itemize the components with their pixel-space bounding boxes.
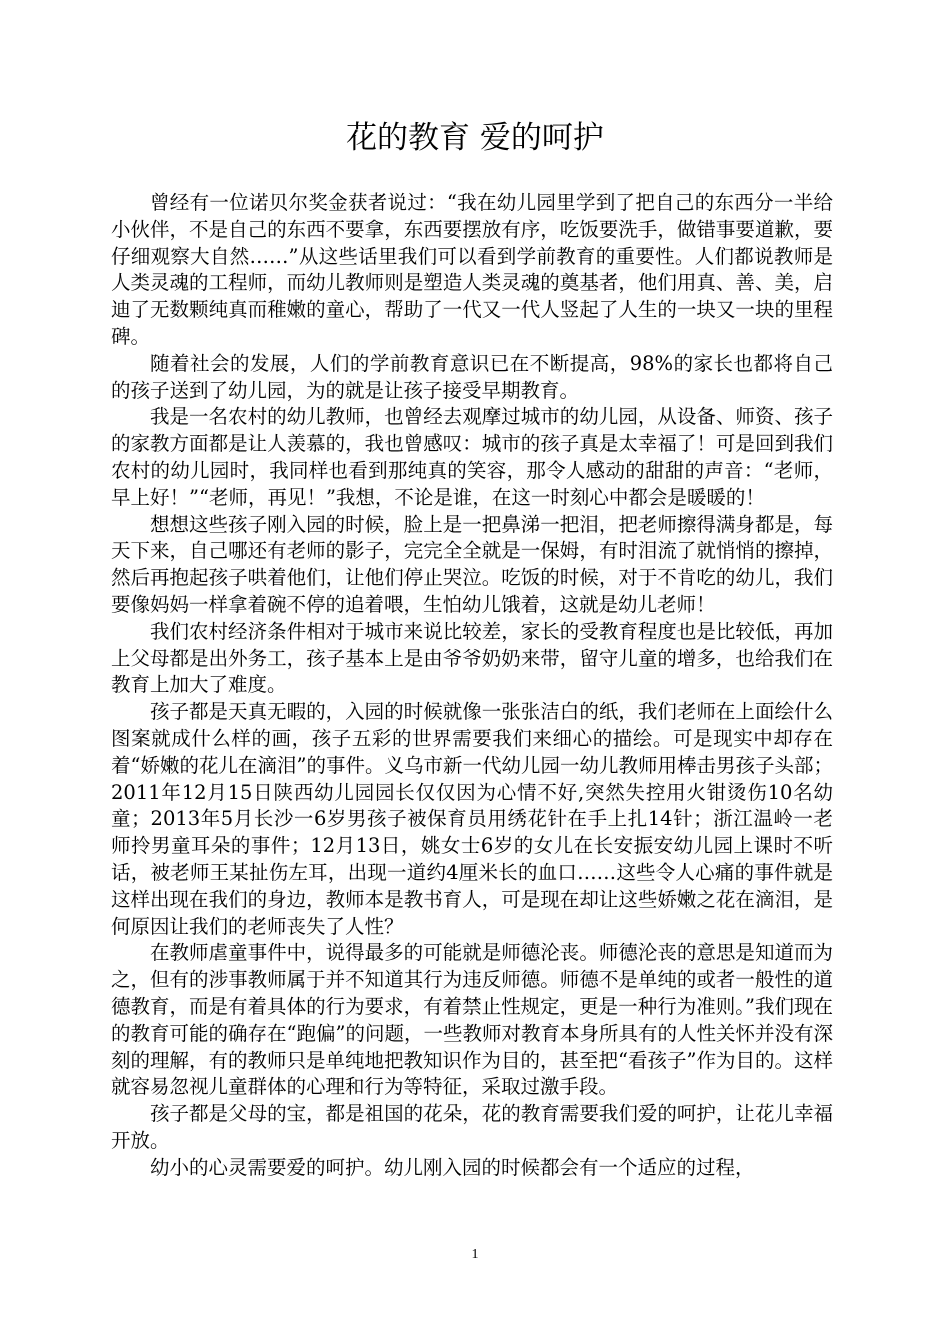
paragraph-9: 幼小的心灵需要爱的呵护。幼儿刚入园的时候都会有一个适应的过程， bbox=[150, 1155, 755, 1179]
document-body bbox=[111, 190, 833, 1181]
paragraph-1: 曾经有一位诺贝尔奖金获者说过：“我在幼儿园里学到了把自己的东西分一半给小伙伴，不是自己的东西不要拿，东西要摆放有序，吃饭要洗手，做错事要道歉，要仔细观察大自然……”从这些话里我们可以看到学前教育的重要性。人们都说教师是人类灵魂的工程师，而幼儿教师则是塑造人类灵魂的奠基者，他们用真、善、美，启迪了无数颗纯真而稚嫩的童心，帮助了一代又一代人竖起了人生的一块又一块的里程碑。 bbox=[111, 191, 833, 348]
page-number: 1 bbox=[471, 1247, 479, 1262]
paragraph-7: 在教师虐童事件中，说得最多的可能就是师德沦丧。师德沦丧的意思是知道而为之，但有的涉事教师属于并不知道其行为违反师德。师德不是单纯的或者一般性的道德教育，而是有着具体的行为要求，有着禁止性规定，更是一种行为准则。”我们现在的教育可能的确存在“跑偏”的问题，一些教师对教育本身所具有的人性关怀并没有深刻的理解，有的教师只是单纯地把教知识作为目的，甚至把“看孩子”作为目的。这样就容易忽视儿童群体的心理和行为等特征，采取过激手段。 bbox=[111, 941, 833, 1099]
paragraph-4: 想想这些孩子刚入园的时候，脸上是一把鼻涕一把泪，把老师擦得满身都是，每天下来，自己哪还有老师的影子，完完全全就是一保姆，有时泪流了就悄悄的擦掉，然后再抱起孩子哄着他们，让他们停止哭泣。吃饭的时候，对于不肯吃的幼儿，我们要像妈妈一样拿着碗不停的追着喂，生怕幼儿饿着，这就是幼儿老师！ bbox=[111, 512, 833, 616]
document-title: 花的教育 爱的呵护 bbox=[346, 120, 604, 156]
paragraph-5: 我们农村经济条件相对于城市来说比较差，家长的受教育程度也是比较低，再加上父母都是出外务工，孩子基本上是由爷爷奶奶来带，留守儿童的增多，也给我们在教育上加大了难度。 bbox=[111, 619, 833, 697]
paragraph-6: 孩子都是天真无暇的，入园的时候就像一张张洁白的纸，我们老师在上面绘什么图案就成什么样的画，孩子五彩的世界需要我们来细心的描绘。可是现实中却存在着“娇嫩的花儿在滴泪”的事件。义乌市新一代幼儿园一幼儿教师用棒击男孩子头部；2011年12月15日陕西幼儿园园长仅仅因为心情不好,突然失控用火钳烫伤10名幼童；2013年5月长沙一6岁男孩子被保育员用绣花针在手上扎14针；浙江温岭一老师拎男童耳朵的事件；12月13日，姚女士6岁的女儿在长安振安幼儿园上课时不听话，被老师王某扯伤左耳，出现一道约4厘米长的血口……这些令人心痛的事件就是这样出现在我们的身边，教师本是教书育人，可是现在却让这些娇嫩之花在滴泪，是何原因让我们的老师丧失了人性？ bbox=[111, 700, 833, 938]
paragraph-2: 随着社会的发展，人们的学前教育意识已在不断提高，98%的家长也都将自己的孩子送到了幼儿园，为的就是让孩子接受早期教育。 bbox=[111, 351, 833, 402]
paragraph-8: 孩子都是父母的宝，都是祖国的花朵，花的教育需要我们爱的呵护，让花儿幸福开放。 bbox=[111, 1102, 833, 1152]
paragraph-3: 我是一名农村的幼儿教师，也曾经去观摩过城市的幼儿园，从设备、师资、孩子的家教方面都是让人羡慕的，我也曾感叹：城市的孩子真是太幸福了！可是回到我们农村的幼儿园时，我同样也看到那纯真的笑容，那令人感动的甜甜的声音：“老师，早上好！”“老师，再见！”我想，不论是谁，在这一时刻心中都会是暖暖的！ bbox=[111, 405, 833, 509]
